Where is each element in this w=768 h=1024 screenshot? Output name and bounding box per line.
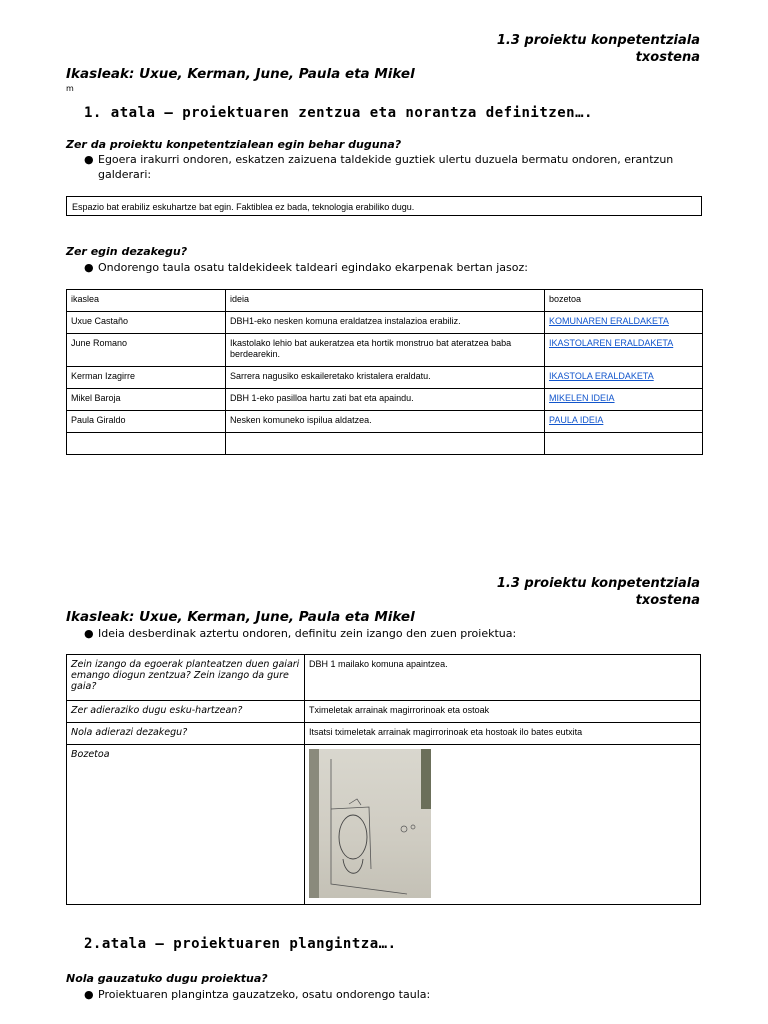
table-header-row	[67, 290, 703, 312]
table-row	[67, 312, 703, 334]
table-row	[67, 655, 701, 701]
sketch-cell	[305, 745, 701, 905]
link-cell	[545, 334, 703, 367]
table-row	[67, 389, 703, 411]
table-row	[67, 367, 703, 389]
idea-cell: Ikastolako lehio bat aukeratzea eta hortik monstruo bat ateratzea baba berdearekin.	[226, 334, 545, 367]
answer-cell: Tximeletak arrainak magirrorinoak eta ostoak	[305, 701, 701, 723]
table-row	[67, 334, 703, 367]
empty-cell	[545, 433, 703, 455]
idea-cell: Sarrera nagusiko eskaileretako kristalera eraldatu.	[226, 367, 545, 389]
bullet-dot: ●	[84, 627, 94, 640]
sketch-photo	[309, 749, 431, 898]
bullet-text: Proiektuaren plangintza gauzatzeko, osatu ondorengo taula:	[98, 988, 431, 1001]
table-row-empty	[67, 433, 703, 455]
idea-cell: DBH 1-eko pasilloa hartu zati bat eta apaindu.	[226, 389, 545, 411]
idea-cell: Nesken komuneko ispilua aldatzea.	[226, 411, 545, 433]
question-2: Zer egin dezakegu?	[66, 245, 188, 258]
bullet-4	[84, 987, 684, 1002]
table-row	[67, 723, 701, 745]
link-cell	[545, 312, 703, 334]
ideas-table	[66, 289, 703, 455]
project-table	[66, 654, 701, 905]
table-row	[67, 745, 701, 905]
header-cell: bozetoa	[545, 290, 703, 312]
answer-cell: Itsatsi tximeletak arrainak magirrorinoak eta hostoak ilo bates eutxita	[305, 723, 701, 745]
header-line2: txostena	[635, 593, 700, 608]
sketch-link[interactable]: IKASTOLAREN ERALDAKETA	[549, 338, 674, 348]
sketch-link[interactable]: KOMUNAREN ERALDAKETA	[549, 316, 669, 326]
stray-char: m	[66, 84, 74, 93]
students-line: Ikasleak: Uxue, Kerman, June, Paula eta Mikel	[66, 609, 415, 625]
sketch-link[interactable]: IKASTOLA ERALDAKETA	[549, 371, 654, 381]
link-cell	[545, 411, 703, 433]
bullet-1	[84, 152, 684, 182]
header-cell: ideia	[226, 290, 545, 312]
sketch-link[interactable]: MIKELEN IDEIA	[549, 393, 615, 403]
sketch-drawing	[309, 749, 431, 898]
empty-cell	[67, 433, 226, 455]
student-cell: Uxue Castaño	[67, 312, 226, 334]
header-cell: ikaslea	[67, 290, 226, 312]
student-cell: Paula Giraldo	[67, 411, 226, 433]
table-row	[67, 701, 701, 723]
answer-cell: DBH 1 mailako komuna apaintzea.	[305, 655, 701, 701]
question-cell: Zein izango da egoerak planteatzen duen gaiari emango diogun zentzua? Zein izango da gure gaia?	[67, 655, 305, 701]
student-cell: Mikel Baroja	[67, 389, 226, 411]
bullet-dot: ●	[84, 988, 94, 1001]
header-line1: 1.3 proiektu konpetentziala	[496, 33, 700, 48]
question-1: Zer da proiektu konpetentzialean egin behar duguna?	[66, 138, 402, 151]
link-cell	[545, 367, 703, 389]
student-cell: June Romano	[67, 334, 226, 367]
page-header	[497, 32, 700, 66]
header-line1: 1.3 proiektu konpetentziala	[496, 576, 700, 591]
section-2-title: 2.atala – proiektuaren plangintza….	[84, 936, 397, 952]
header-line2: txostena	[635, 50, 700, 65]
question-3: Nola gauzatuko dugu proiektua?	[66, 972, 268, 985]
section-1-title: 1. atala – proiektuaren zentzua eta norantza definitzen….	[84, 105, 593, 121]
bullet-3	[84, 626, 684, 641]
bullet-2	[84, 260, 684, 275]
bullet-text: Egoera irakurri ondoren, eskatzen zaizuena taldekide guztiek ulertu duzuela bermatu ondoren, erantzun galderari:	[98, 153, 674, 181]
answer-box: Espazio bat erabiliz eskuhartze bat egin. Faktiblea ez bada, teknologia erabiliko dugu.	[66, 196, 702, 216]
bullet-text: Ideia desberdinak aztertu ondoren, definitu zein izango den zuen proiektua:	[98, 627, 517, 640]
page-header	[497, 575, 700, 609]
student-cell: Kerman Izagirre	[67, 367, 226, 389]
question-cell: Bozetoa	[67, 745, 305, 905]
link-cell	[545, 389, 703, 411]
idea-cell: DBH1-eko nesken komuna eraldatzea instalazioa erabiliz.	[226, 312, 545, 334]
empty-cell	[226, 433, 545, 455]
bullet-dot: ●	[84, 153, 94, 166]
bullet-text: Ondorengo taula osatu taldekideek taldeari egindako ekarpenak bertan jasoz:	[98, 261, 528, 274]
students-line: Ikasleak: Uxue, Kerman, June, Paula eta Mikel	[66, 66, 415, 82]
question-cell: Zer adieraziko dugu esku-hartzean?	[67, 701, 305, 723]
sketch-link[interactable]: PAULA IDEIA	[549, 415, 604, 425]
table-row	[67, 411, 703, 433]
question-cell: Nola adierazi dezakegu?	[67, 723, 305, 745]
bullet-dot: ●	[84, 261, 94, 274]
